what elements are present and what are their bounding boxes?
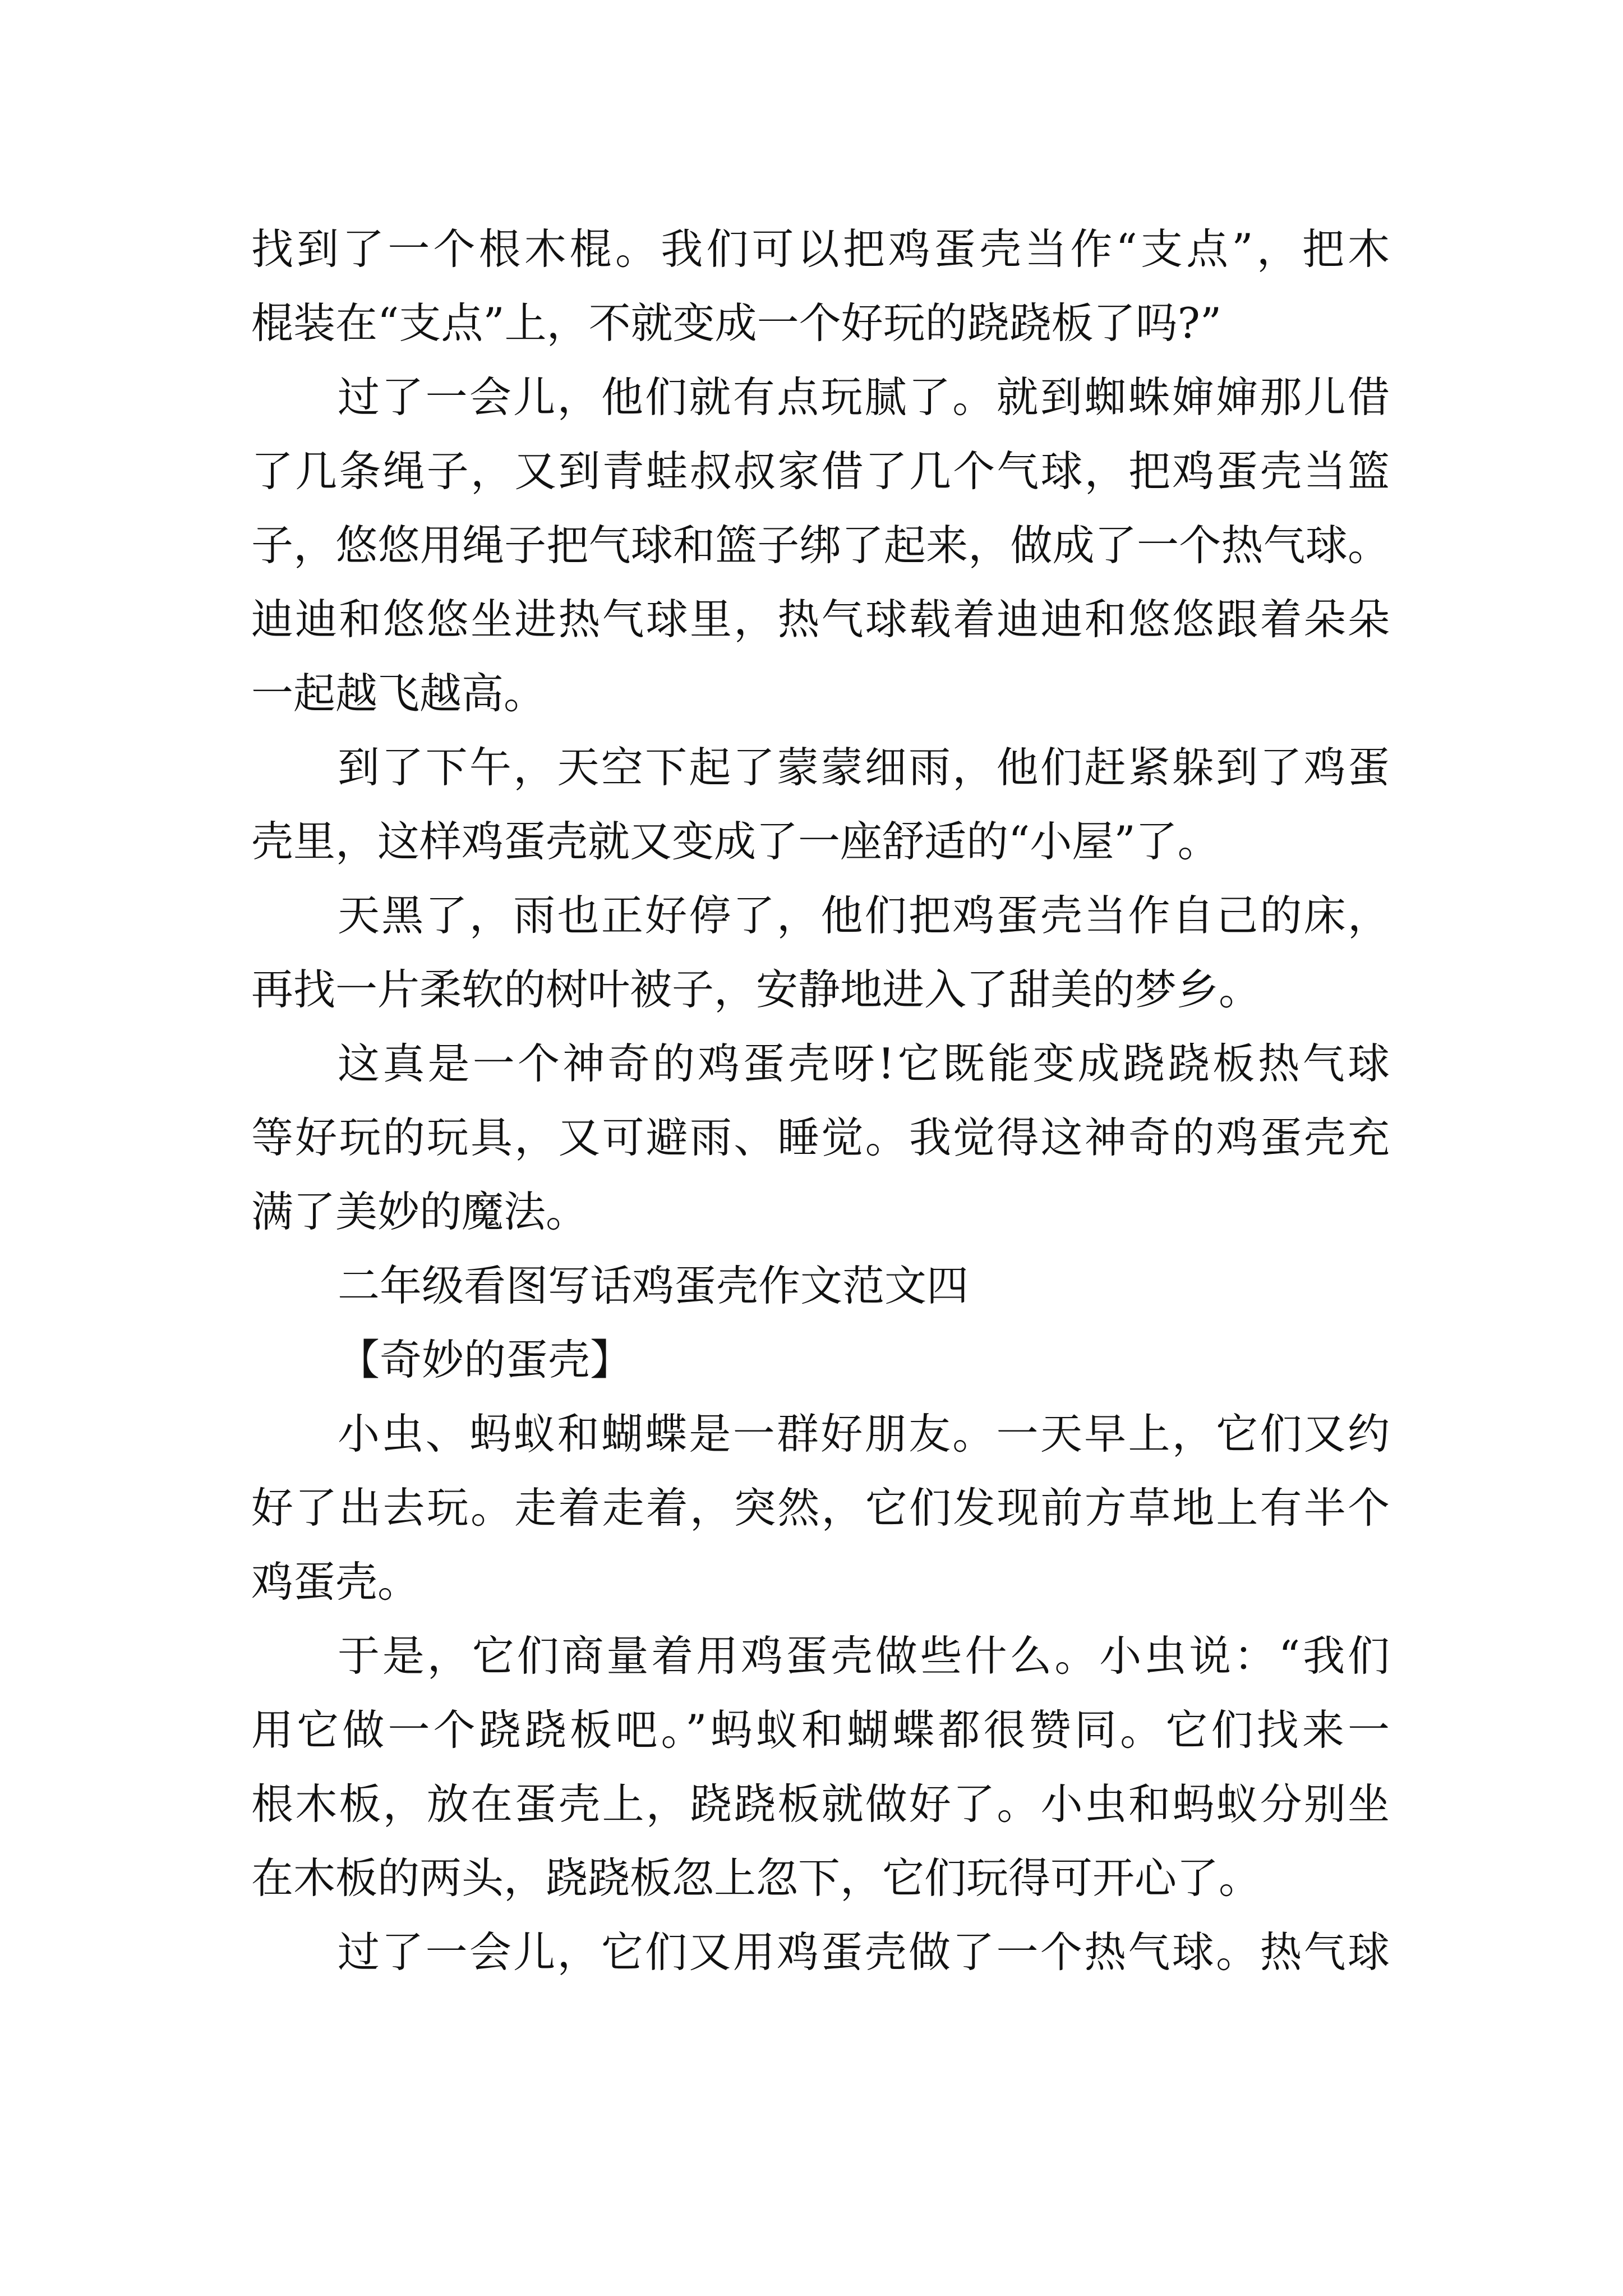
paragraph-first-line: 到了下午，天空下起了蒙蒙细雨，他们赶紧躲到了鸡蛋 [338, 743, 1390, 792]
text-line: 满了美妙的魔法。 [251, 1187, 588, 1236]
paragraph-first-line: 于是，它们商量着用鸡蛋壳做些什么。小虫说：“我们 [338, 1631, 1390, 1681]
text-line: 等好玩的玩具，又可避雨、睡觉。我觉得这神奇的鸡蛋壳充 [251, 1113, 1390, 1162]
text-line: 迪迪和悠悠坐进热气球里，热气球载着迪迪和悠悠跟着朵朵 [251, 595, 1390, 644]
paragraph-first-line: 小虫、蚂蚁和蝴蝶是一群好朋友。一天早上，它们又约 [338, 1409, 1390, 1458]
text-line: 在木板的两头，跷跷板忽上忽下，它们玩得可开心了。 [251, 1853, 1261, 1903]
paragraph-first-line: 【奇妙的蛋壳】 [338, 1335, 633, 1384]
text-line: 一起越飞越高。 [251, 669, 546, 718]
document-body [251, 212, 1390, 1989]
text-line: 子，悠悠用绳子把气球和篮子绑了起来，做成了一个热气球。 [251, 521, 1390, 570]
text-line: 好了出去玩。走着走着，突然，它们发现前方草地上有半个 [251, 1483, 1390, 1533]
text-line: 了几条绳子，又到青蛙叔叔家借了几个气球，把鸡蛋壳当篮 [251, 447, 1390, 496]
text-line: 棍装在“支点”上，不就变成一个好玩的跷跷板了吗?” [251, 298, 1222, 348]
paragraph-first-line: 二年级看图写话鸡蛋壳作文范文四 [338, 1261, 969, 1310]
text-line: 用它做一个跷跷板吧。”蚂蚁和蝴蝶都很赞同。它们找来一 [251, 1705, 1390, 1755]
text-line: 找到了一个根木棍。我们可以把鸡蛋壳当作“支点”，把木 [251, 224, 1390, 274]
paragraph-first-line: 这真是一个神奇的鸡蛋壳呀!它既能变成跷跷板热气球 [338, 1039, 1390, 1088]
text-line: 再找一片柔软的树叶被子，安静地进入了甜美的梦乡。 [251, 965, 1261, 1014]
paragraph-first-line: 过了一会儿，它们又用鸡蛋壳做了一个热气球。热气球 [338, 1927, 1390, 1977]
text-line: 鸡蛋壳。 [251, 1557, 420, 1607]
paragraph-first-line: 过了一会儿，他们就有点玩腻了。就到蜘蛛婶婶那儿借 [338, 372, 1390, 422]
text-line: 根木板，放在蛋壳上，跷跷板就做好了。小虫和蚂蚁分别坐 [251, 1779, 1390, 1829]
text-line: 壳里，这样鸡蛋壳就又变成了一座舒适的“小屋”了。 [251, 817, 1220, 866]
paragraph-first-line: 天黑了，雨也正好停了，他们把鸡蛋壳当作自己的床， [338, 891, 1390, 940]
